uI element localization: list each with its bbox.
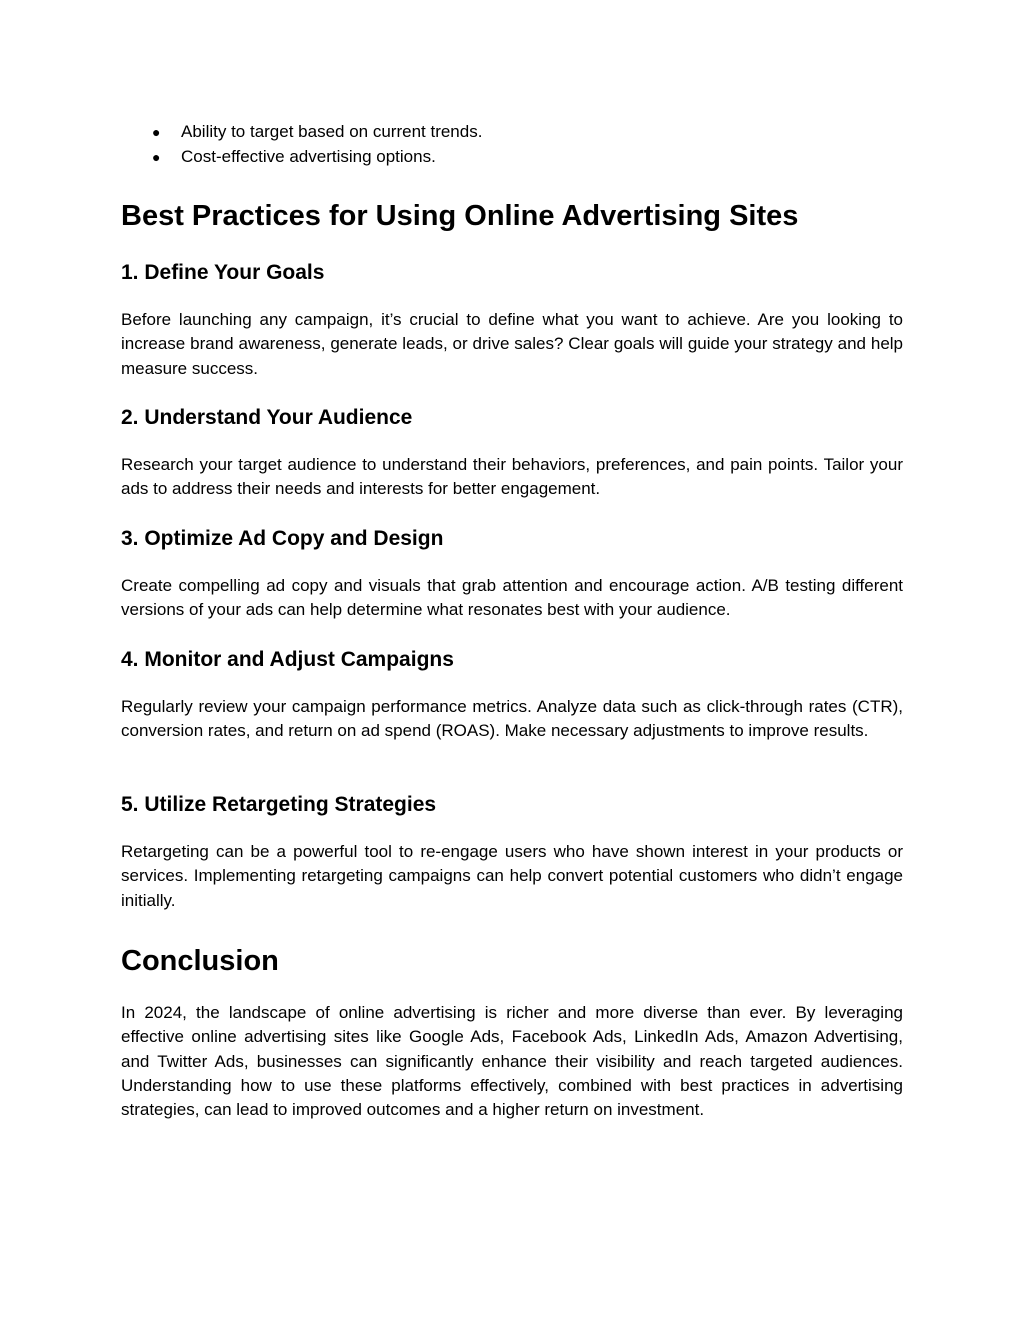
section-heading: 2. Understand Your Audience bbox=[121, 406, 413, 429]
conclusion-title: Conclusion bbox=[121, 945, 279, 977]
section-5-body-block bbox=[121, 840, 903, 913]
best-practices-heading-block bbox=[121, 198, 903, 234]
section-body: Retargeting can be a powerful tool to re-engage users who have shown interest in your products or services. Implementing retargeting campaigns can help convert potential customers who didn’t engage initially. bbox=[121, 842, 903, 910]
section-2-body-block bbox=[121, 453, 903, 502]
section-3-heading-block bbox=[121, 525, 903, 553]
bullet-icon: ● bbox=[152, 124, 161, 140]
section-body: Create compelling ad copy and visuals that grab attention and encourage action. A/B testing different versions of your ads can help determine what resonates best with your audience. bbox=[121, 576, 903, 620]
section-body: Before launching any campaign, it’s crucial to define what you want to achieve. Are you looking to increase brand awareness, generate leads, or drive sales? Clear goals will guide your strategy and help measure success. bbox=[121, 310, 903, 378]
section-4-body-block bbox=[121, 695, 903, 744]
section-body: Regularly review your campaign performance metrics. Analyze data such as click-through rates (CTR), conversion rates, and return on ad spend (ROAS). Make necessary adjustments to improve results. bbox=[121, 697, 903, 741]
list-item-text: Ability to target based on current trends. bbox=[181, 122, 483, 141]
section-body: Research your target audience to understand their behaviors, preferences, and pain points. Tailor your ads to address their needs and interests for better engagement. bbox=[121, 455, 903, 499]
list-item bbox=[121, 120, 903, 145]
bullet-list bbox=[121, 120, 903, 169]
conclusion-body: In 2024, the landscape of online advertising is richer and more diverse than ever. By leveraging effective online advertising sites like Google Ads, Facebook Ads, LinkedIn Ads, Amazon Advertising, and Twitter Ads, businesses can significantly enhance their visibility and reach targeted audiences. Understanding how to use these platforms effectively, combined with best practices in advertising strategies, can lead to improved outcomes and a higher return on investment. bbox=[121, 1003, 903, 1120]
list-item-text: Cost-effective advertising options. bbox=[181, 146, 436, 166]
list-item bbox=[121, 145, 903, 170]
best-practices-title: Best Practices for Using Online Advertising Sites bbox=[121, 200, 799, 232]
conclusion-heading-block bbox=[121, 943, 903, 979]
section-2-heading-block bbox=[121, 404, 903, 432]
section-heading: 4. Monitor and Adjust Campaigns bbox=[121, 648, 454, 671]
section-heading: 3. Optimize Ad Copy and Design bbox=[121, 527, 444, 550]
bullet-icon: ● bbox=[152, 148, 161, 165]
section-heading: 1. Define Your Goals bbox=[121, 261, 325, 284]
section-heading: 5. Utilize Retargeting Strategies bbox=[121, 793, 437, 816]
section-4-heading-block bbox=[121, 646, 903, 674]
section-1-body-block bbox=[121, 308, 903, 381]
section-1-heading-block bbox=[121, 259, 903, 287]
conclusion-body-block bbox=[121, 1001, 903, 1122]
section-3-body-block bbox=[121, 574, 903, 623]
section-5-heading-block bbox=[121, 791, 903, 819]
